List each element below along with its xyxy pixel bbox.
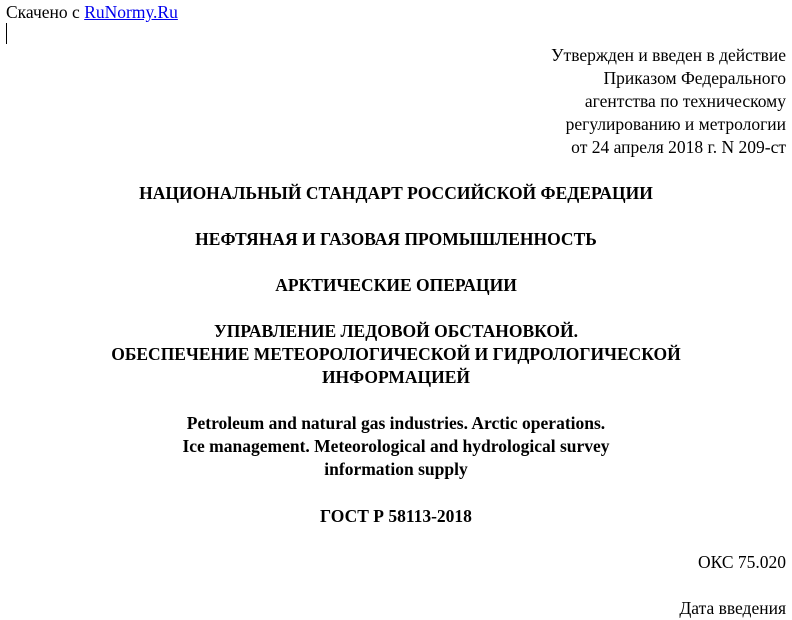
english-title-line: Ice management. Meteorological and hydrological survey [182,436,610,456]
russian-title-line: ОБЕСПЕЧЕНИЕ МЕТЕОРОЛОГИЧЕСКОЙ И ГИДРОЛОГИЧЕСКОЙ [111,344,681,364]
russian-title-line: УПРАВЛЕНИЕ ЛЕДОВОЙ ОБСТАНОВКОЙ. [213,321,579,341]
standard-code-text: ГОСТ Р 58113-2018 [320,506,472,526]
industry-heading [0,228,792,251]
section-heading [0,274,792,297]
english-title-line: Petroleum and natural gas industries. Arctic operations. [186,413,606,433]
approval-line: Утвержден и введен в действие [551,45,786,65]
standard-code [0,505,792,528]
source-line [6,1,178,24]
english-title [0,412,792,481]
standard-type-text: НАЦИОНАЛЬНЫЙ СТАНДАРТ РОССИЙСКОЙ ФЕДЕРАЦИИ [139,183,653,203]
text-cursor [6,23,7,44]
approval-line: агентства по техническому [584,91,786,111]
intro-date-label: Дата введения [679,598,786,618]
russian-title-line: ИНФОРМАЦИЕЙ [321,367,471,387]
approval-line: Приказом Федерального [603,68,786,88]
oks-code: ОКС 75.020 [697,552,786,572]
approval-line: от 24 апреля 2018 г. N 209-ст [571,137,786,157]
russian-title [0,320,792,389]
source-link[interactable]: RuNormy.Ru [84,2,178,22]
english-title-line: information supply [324,459,468,479]
approval-line: регулированию и метрологии [565,114,786,134]
industry-text: НЕФТЯНАЯ И ГАЗОВАЯ ПРОМЫШЛЕННОСТЬ [195,229,597,249]
standard-type-heading [0,182,792,205]
source-prefix: Скачено с [6,2,85,22]
section-text: АРКТИЧЕСКИЕ ОПЕРАЦИИ [275,275,517,295]
approval-block [551,44,786,159]
